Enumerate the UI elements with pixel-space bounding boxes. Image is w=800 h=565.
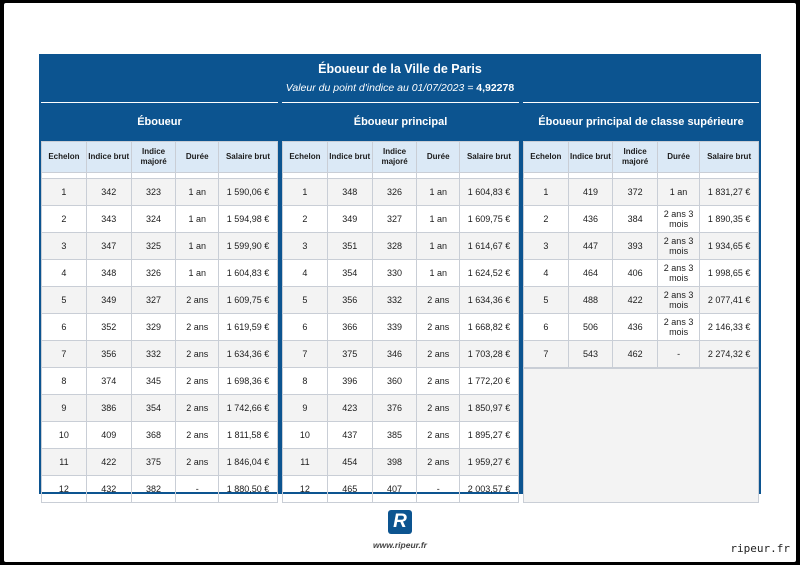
table-cell: 324 xyxy=(131,206,176,233)
column-header: Indice brut xyxy=(568,142,613,173)
table-cell: 1 831,27 € xyxy=(700,179,759,206)
table-cell: 419 xyxy=(568,179,613,206)
empty-area xyxy=(523,368,759,503)
table-cell: 1 634,36 € xyxy=(459,287,518,314)
table-cell: 432 xyxy=(86,476,131,503)
table-row xyxy=(524,233,759,260)
table-cell: 356 xyxy=(327,287,372,314)
site-url: www.ripeur.fr xyxy=(372,540,427,550)
table-cell: 325 xyxy=(131,233,176,260)
table-cell: 1 703,28 € xyxy=(459,341,518,368)
table-cell: 1 an xyxy=(417,260,459,287)
table-cell: 2 ans xyxy=(417,368,459,395)
table-cell: 1 an xyxy=(417,233,459,260)
table-cell: 1 609,75 € xyxy=(218,287,277,314)
table-cell: 3 xyxy=(524,233,569,260)
table-row xyxy=(283,206,519,233)
column-header: Echelon xyxy=(524,142,569,173)
table-cell: 1 742,66 € xyxy=(218,395,277,422)
table-cell: 326 xyxy=(372,179,417,206)
table-cell: 447 xyxy=(568,233,613,260)
column-header: Salaire brut xyxy=(218,142,277,173)
table-row xyxy=(283,449,519,476)
table-cell: 12 xyxy=(283,476,328,503)
table-cell: 349 xyxy=(327,206,372,233)
table-cell: 375 xyxy=(131,449,176,476)
table-cell: 6 xyxy=(524,314,569,341)
table-cell: 1 an xyxy=(417,206,459,233)
table-row xyxy=(42,449,278,476)
column-header: Echelon xyxy=(42,142,87,173)
table-row xyxy=(524,206,759,233)
table-cell: 1 698,36 € xyxy=(218,368,277,395)
table-cell: 1 998,65 € xyxy=(700,260,759,287)
table-cell: 436 xyxy=(568,206,613,233)
table-cell: 9 xyxy=(283,395,328,422)
table-cell: 543 xyxy=(568,341,613,368)
table-cell: 348 xyxy=(86,260,131,287)
table-cell: 2 ans 3 mois xyxy=(657,314,699,341)
table-cell: 2 xyxy=(524,206,569,233)
table-row xyxy=(42,287,278,314)
table-cell: 348 xyxy=(327,179,372,206)
table-cell: 2 ans 3 mois xyxy=(657,233,699,260)
table-cell: 6 xyxy=(42,314,87,341)
table-cell: 10 xyxy=(42,422,87,449)
column-header: Durée xyxy=(657,142,699,173)
table-cell: 462 xyxy=(613,341,658,368)
table-cell: 366 xyxy=(327,314,372,341)
table-cell: 407 xyxy=(372,476,417,503)
column-header: Salaire brut xyxy=(700,142,759,173)
table-cell: 326 xyxy=(131,260,176,287)
table-row xyxy=(42,368,278,395)
table-cell: 1 624,52 € xyxy=(459,260,518,287)
table-cell: 1 614,67 € xyxy=(459,233,518,260)
table-cell: 5 xyxy=(283,287,328,314)
table-cell: 7 xyxy=(524,341,569,368)
group-header: Éboueur principal xyxy=(282,102,519,141)
table-row xyxy=(42,395,278,422)
table-cell: 1 850,97 € xyxy=(459,395,518,422)
table-cell: 1 846,04 € xyxy=(218,449,277,476)
table-cell: 327 xyxy=(131,287,176,314)
table-cell: 1 668,82 € xyxy=(459,314,518,341)
table-row xyxy=(283,422,519,449)
table-cell: 384 xyxy=(613,206,658,233)
table-cell: 5 xyxy=(524,287,569,314)
column-header: Salaire brut xyxy=(459,142,518,173)
table-cell: 349 xyxy=(86,287,131,314)
table-cell: 1 xyxy=(524,179,569,206)
column-header: Indice majoré xyxy=(613,142,658,173)
table-cell: 1 an xyxy=(657,179,699,206)
table-cell: 2 ans xyxy=(176,368,218,395)
table-cell: 328 xyxy=(372,233,417,260)
table-cell: 2 274,32 € xyxy=(700,341,759,368)
table-cell: 339 xyxy=(372,314,417,341)
table-cell: 375 xyxy=(327,341,372,368)
table-cell: 422 xyxy=(86,449,131,476)
column-header: Durée xyxy=(417,142,459,173)
table-cell: 1 619,59 € xyxy=(218,314,277,341)
table-row xyxy=(283,179,519,206)
column-header: Indice brut xyxy=(86,142,131,173)
table-cell: 7 xyxy=(283,341,328,368)
table-cell: 332 xyxy=(131,341,176,368)
table-row xyxy=(42,314,278,341)
table-cell: 368 xyxy=(131,422,176,449)
table-cell: 2 xyxy=(42,206,87,233)
table-cell: 1 an xyxy=(176,260,218,287)
table-row xyxy=(42,476,278,503)
table-cell: 488 xyxy=(568,287,613,314)
table-row xyxy=(283,341,519,368)
table-cell: 454 xyxy=(327,449,372,476)
point-value: 4,92278 xyxy=(476,82,515,94)
table-cell: 2 146,33 € xyxy=(700,314,759,341)
table-cell: 329 xyxy=(131,314,176,341)
table-cell: 2 ans xyxy=(176,449,218,476)
table-cell: 2 xyxy=(283,206,328,233)
table-cell: 1 xyxy=(42,179,87,206)
table-cell: 2 ans 3 mois xyxy=(657,287,699,314)
table-cell: 372 xyxy=(613,179,658,206)
table-cell: 436 xyxy=(613,314,658,341)
page-title: Éboueur de la Ville de Paris xyxy=(318,62,482,76)
table-cell: 342 xyxy=(86,179,131,206)
table-cell: 1 an xyxy=(417,179,459,206)
table-cell: 385 xyxy=(372,422,417,449)
table-cell: 1 xyxy=(283,179,328,206)
table-cell: 8 xyxy=(283,368,328,395)
ripeur-logo xyxy=(388,510,412,534)
group-header: Éboueur xyxy=(41,102,278,141)
table-row xyxy=(42,422,278,449)
table-cell: 6 xyxy=(283,314,328,341)
table-cell: 4 xyxy=(283,260,328,287)
point-value-line xyxy=(39,82,761,94)
table-cell: 346 xyxy=(372,341,417,368)
table-row xyxy=(42,233,278,260)
table-cell: 343 xyxy=(86,206,131,233)
logo-letter: R xyxy=(393,511,407,532)
table-row xyxy=(283,368,519,395)
table-cell: 11 xyxy=(283,449,328,476)
table-cell: 5 xyxy=(42,287,87,314)
table-cell: 2 003,57 € xyxy=(459,476,518,503)
table-cell: 409 xyxy=(86,422,131,449)
table-row xyxy=(524,314,759,341)
table-cell: 4 xyxy=(42,260,87,287)
table-cell: 464 xyxy=(568,260,613,287)
table-cell: 3 xyxy=(283,233,328,260)
table-cell: 506 xyxy=(568,314,613,341)
salary-table xyxy=(523,141,759,368)
table-cell: 1 590,06 € xyxy=(218,179,277,206)
table-cell: 437 xyxy=(327,422,372,449)
table-row xyxy=(524,260,759,287)
column-header: Indice brut xyxy=(327,142,372,173)
table-cell: 1 934,65 € xyxy=(700,233,759,260)
table-row xyxy=(42,341,278,368)
watermark: ripeur.fr xyxy=(730,542,790,555)
table-cell: 9 xyxy=(42,395,87,422)
table-cell: 393 xyxy=(613,233,658,260)
group-eboueur-principal xyxy=(280,102,521,494)
column-header: Echelon xyxy=(283,142,328,173)
table-cell: 1 609,75 € xyxy=(459,206,518,233)
table-cell: 2 ans xyxy=(176,287,218,314)
table-cell: 2 ans xyxy=(417,287,459,314)
table-cell: 352 xyxy=(86,314,131,341)
table-cell: 374 xyxy=(86,368,131,395)
table-cell: 7 xyxy=(42,341,87,368)
table-row xyxy=(283,260,519,287)
table-cell: 8 xyxy=(42,368,87,395)
table-cell: 398 xyxy=(372,449,417,476)
table-cell: 396 xyxy=(327,368,372,395)
table-cell: 11 xyxy=(42,449,87,476)
table-cell: 10 xyxy=(283,422,328,449)
table-cell: 1 890,35 € xyxy=(700,206,759,233)
table-cell: 376 xyxy=(372,395,417,422)
table-cell: 345 xyxy=(131,368,176,395)
table-cell: 2 ans xyxy=(417,341,459,368)
table-cell: 12 xyxy=(42,476,87,503)
table-cell: 2 ans xyxy=(176,395,218,422)
table-cell: 465 xyxy=(327,476,372,503)
table-cell: 1 an xyxy=(176,206,218,233)
table-cell: 1 959,27 € xyxy=(459,449,518,476)
table-cell: 423 xyxy=(327,395,372,422)
table-cell: 1 895,27 € xyxy=(459,422,518,449)
table-row xyxy=(42,260,278,287)
table-cell: 406 xyxy=(613,260,658,287)
table-cell: 1 772,20 € xyxy=(459,368,518,395)
table-cell: 354 xyxy=(327,260,372,287)
table-cell: 1 an xyxy=(176,179,218,206)
table-row xyxy=(524,179,759,206)
table-cell: 360 xyxy=(372,368,417,395)
table-cell: 2 ans xyxy=(417,422,459,449)
table-cell: 347 xyxy=(86,233,131,260)
column-header: Indice majoré xyxy=(372,142,417,173)
table-cell: 1 634,36 € xyxy=(218,341,277,368)
table-cell: 1 604,83 € xyxy=(218,260,277,287)
table-row xyxy=(283,314,519,341)
table-row xyxy=(283,233,519,260)
table-cell: 2 ans xyxy=(417,314,459,341)
group-header: Éboueur principal de classe supérieure xyxy=(523,102,759,141)
title-banner xyxy=(39,54,761,102)
point-value-label: Valeur du point d'indice au 01/07/2023 = xyxy=(285,82,477,94)
table-cell: 2 ans xyxy=(417,395,459,422)
group-eboueur-principal-classe-superieure xyxy=(521,102,761,494)
table-cell: 4 xyxy=(524,260,569,287)
table-cell: 323 xyxy=(131,179,176,206)
table-cell: 2 ans xyxy=(417,449,459,476)
table-cell: - xyxy=(417,476,459,503)
table-cell: 351 xyxy=(327,233,372,260)
table-cell: 1 604,83 € xyxy=(459,179,518,206)
table-row xyxy=(42,179,278,206)
table-cell: 422 xyxy=(613,287,658,314)
table-cell: 1 811,58 € xyxy=(218,422,277,449)
group-eboueur xyxy=(39,102,280,494)
table-row xyxy=(283,287,519,314)
table-cell: 382 xyxy=(131,476,176,503)
table-cell: 386 xyxy=(86,395,131,422)
salary-table xyxy=(282,141,519,503)
table-cell: 2 077,41 € xyxy=(700,287,759,314)
table-cell: 2 ans xyxy=(176,314,218,341)
table-cell: 2 ans xyxy=(176,341,218,368)
table-row xyxy=(524,341,759,368)
table-cell: - xyxy=(176,476,218,503)
table-row xyxy=(283,395,519,422)
table-cell: 1 880,50 € xyxy=(218,476,277,503)
table-cell: 2 ans 3 mois xyxy=(657,206,699,233)
column-header: Indice majoré xyxy=(131,142,176,173)
table-cell: 330 xyxy=(372,260,417,287)
table-cell: 354 xyxy=(131,395,176,422)
table-cell: 1 599,90 € xyxy=(218,233,277,260)
table-cell: 2 ans xyxy=(176,422,218,449)
table-cell: 356 xyxy=(86,341,131,368)
table-cell: 2 ans 3 mois xyxy=(657,260,699,287)
table-cell: 3 xyxy=(42,233,87,260)
table-row xyxy=(42,206,278,233)
table-row xyxy=(283,476,519,503)
table-cell: 1 594,98 € xyxy=(218,206,277,233)
table-cell: 1 an xyxy=(176,233,218,260)
table-row xyxy=(524,287,759,314)
salary-table xyxy=(41,141,278,503)
table-cell: - xyxy=(657,341,699,368)
table-cell: 327 xyxy=(372,206,417,233)
column-header: Durée xyxy=(176,142,218,173)
table-cell: 332 xyxy=(372,287,417,314)
